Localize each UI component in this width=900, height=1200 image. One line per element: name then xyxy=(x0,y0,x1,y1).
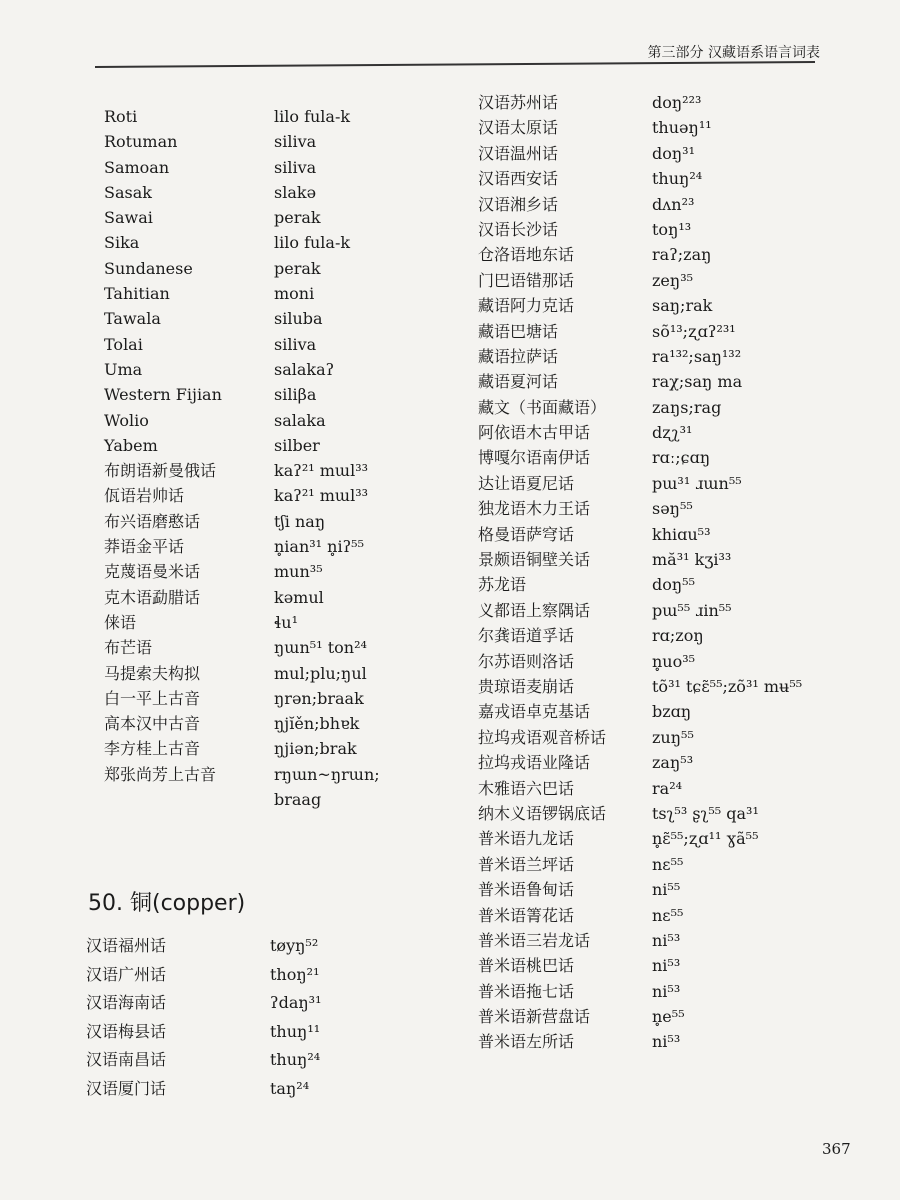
language-name: Sasak xyxy=(104,182,152,202)
language-name: 仓洛语地东话 xyxy=(478,245,575,265)
language-name: Sawai xyxy=(104,208,153,228)
language-name: Tawala xyxy=(104,309,161,329)
language-name: 汉语福州话 xyxy=(86,936,167,955)
word-form: salakaʔ xyxy=(274,359,335,379)
entry-row xyxy=(104,408,484,433)
language-name: 尔苏语则洛话 xyxy=(478,651,575,671)
entry-row xyxy=(104,559,484,584)
entry-row xyxy=(478,90,858,115)
entry-row xyxy=(478,801,858,826)
language-name: 佤语岩帅话 xyxy=(104,486,185,506)
language-name: 白一平上古音 xyxy=(104,688,201,708)
word-form: mă³¹ kʒi³³ xyxy=(652,550,732,570)
word-form: raχ;saŋ ma xyxy=(652,372,743,392)
language-name: 木雅语六巴话 xyxy=(478,778,575,798)
language-name: Sundanese xyxy=(104,258,193,278)
copper-word-column xyxy=(86,932,466,1103)
word-form: zaŋ⁵³ xyxy=(652,753,694,773)
entry-row xyxy=(104,180,484,205)
entry-row xyxy=(104,483,484,508)
word-form: thuŋ²⁴ xyxy=(652,169,703,189)
word-form: doŋ²²³ xyxy=(652,93,702,112)
entry-row xyxy=(104,458,484,483)
word-form: lilo fula-k xyxy=(274,107,351,126)
language-name: 藏语阿力克话 xyxy=(478,296,575,316)
language-name: 独龙语木力王话 xyxy=(478,499,591,519)
word-form: moni xyxy=(274,284,315,304)
language-name: 李方桂上古音 xyxy=(104,739,201,759)
language-name: 汉语厦门话 xyxy=(86,1078,167,1098)
word-form: tʃi naŋ xyxy=(274,511,326,531)
entry-row xyxy=(86,1075,466,1104)
word-form: zuŋ⁵⁵ xyxy=(652,727,694,747)
word-form: saŋ;rak xyxy=(652,296,713,316)
language-name: Roti xyxy=(104,107,138,126)
entry-row xyxy=(478,979,858,1004)
language-name: 纳木义语锣锅底话 xyxy=(478,803,607,823)
word-form: perak xyxy=(274,258,321,278)
entry-row xyxy=(104,762,484,787)
language-name: Tahitian xyxy=(104,284,170,304)
language-name: 苏龙语 xyxy=(478,575,527,595)
word-form: mul;plu;ŋul xyxy=(274,663,367,683)
entry-row xyxy=(104,534,484,559)
entry-row xyxy=(478,699,858,724)
language-name: 汉语广州话 xyxy=(86,964,167,984)
word-form: ŋjĭěn;bhɐk xyxy=(274,714,360,734)
language-name: 汉语湘乡话 xyxy=(478,194,559,214)
language-name: 普米语拖七话 xyxy=(478,981,575,1001)
word-form: taŋ²⁴ xyxy=(270,1078,310,1098)
entry-row xyxy=(478,293,858,318)
entry-row xyxy=(104,382,484,407)
language-name: 克木语勐腊话 xyxy=(104,587,201,607)
word-form: ɬu¹ xyxy=(274,612,298,632)
language-name: 藏语巴塘话 xyxy=(478,321,559,341)
entry-row xyxy=(86,989,466,1018)
language-name: 布芒语 xyxy=(104,638,153,658)
word-form: zeŋ³⁵ xyxy=(652,270,694,290)
language-name: 普米语左所话 xyxy=(478,1032,575,1052)
word-form: raʔ;zaŋ xyxy=(652,245,712,265)
entry-row xyxy=(478,141,858,166)
language-name: 布兴语磨憨话 xyxy=(104,511,201,531)
language-name: 普米语新营盘话 xyxy=(478,1007,591,1027)
entry-row xyxy=(478,877,858,902)
entry-row xyxy=(478,522,858,547)
word-form: ra²⁴ xyxy=(652,778,683,798)
entry-row xyxy=(104,610,484,635)
word-form: ŋjiən;brak xyxy=(274,739,357,759)
word-form: tøyŋ⁵² xyxy=(270,936,319,955)
left-word-column xyxy=(104,104,484,812)
section-heading: 50. 铜(copper) xyxy=(88,891,246,916)
word-form: doŋ⁵⁵ xyxy=(652,575,696,595)
entry-row xyxy=(478,344,858,369)
entry-row xyxy=(104,711,484,736)
word-form: siliva xyxy=(274,334,317,354)
entry-row xyxy=(478,852,858,877)
word-form: perak xyxy=(274,208,321,228)
language-name: 高本汉中古音 xyxy=(104,714,201,734)
word-form: ʔdaŋ³¹ xyxy=(270,993,322,1012)
entry-row xyxy=(478,776,858,801)
language-name: 格曼语萨穹话 xyxy=(478,524,575,544)
entry-row xyxy=(86,961,466,990)
entry-row xyxy=(478,598,858,623)
word-form: siliβa xyxy=(274,385,317,405)
entry-row xyxy=(478,750,858,775)
language-name: 汉语长沙话 xyxy=(478,219,559,239)
entry-row xyxy=(478,1004,858,1029)
language-name: 布朗语新曼俄话 xyxy=(104,461,217,481)
header-rule xyxy=(95,61,815,68)
word-form: rɑː;ɕɑŋ xyxy=(652,448,711,468)
language-name: 汉语苏州话 xyxy=(478,93,559,112)
entry-row xyxy=(104,787,484,812)
word-form: silber xyxy=(274,435,320,455)
entry-row xyxy=(104,155,484,180)
word-form: salaka xyxy=(274,410,326,430)
entry-row xyxy=(104,509,484,534)
word-form: tõ³¹ tɕɛ̃⁵⁵;zõ³¹ mʉ⁵⁵ xyxy=(652,676,803,696)
entry-row xyxy=(478,217,858,242)
language-name: 藏文（书面藏语） xyxy=(478,397,607,417)
word-form: tsʅ⁵³ ʂʅ⁵⁵ qa³¹ xyxy=(652,803,759,823)
entry-row xyxy=(104,256,484,281)
language-name: 俫语 xyxy=(104,612,137,632)
language-name: 拉坞戎语观音桥话 xyxy=(478,727,607,747)
entry-row xyxy=(104,281,484,306)
entry-row xyxy=(104,686,484,711)
entry-row xyxy=(478,903,858,928)
word-form: ŋrən;braak xyxy=(274,688,364,708)
entry-row xyxy=(104,129,484,154)
entry-row xyxy=(478,242,858,267)
entry-row xyxy=(104,661,484,686)
word-form: thuəŋ¹¹ xyxy=(652,118,712,138)
word-form: ni⁵³ xyxy=(652,981,681,1001)
entry-row xyxy=(104,306,484,331)
entry-row xyxy=(86,1046,466,1075)
entry-row xyxy=(104,104,484,129)
word-form: rŋɯn~ŋrɯn; xyxy=(274,764,380,784)
language-name: 景颇语铜壁关话 xyxy=(478,550,591,570)
language-name: Western Fijian xyxy=(104,385,222,405)
page-number: 367 xyxy=(822,1140,851,1158)
language-name: 贵琼语麦崩话 xyxy=(478,676,575,696)
word-form: ŋɯn⁵¹ ton²⁴ xyxy=(274,638,367,658)
entry-row xyxy=(478,496,858,521)
language-name: 普米语兰坪话 xyxy=(478,854,575,874)
language-name: Rotuman xyxy=(104,132,178,152)
word-form: zaŋs;rag xyxy=(652,397,722,417)
language-name: 尔龚语道孚话 xyxy=(478,626,575,646)
entry-row xyxy=(104,205,484,230)
entry-row xyxy=(86,932,466,961)
language-name: 普米语桃巴话 xyxy=(478,956,575,976)
language-name: 汉语海南话 xyxy=(86,993,167,1012)
language-name: 普米语鲁甸话 xyxy=(478,880,575,900)
language-name: 郑张尚芳上古音 xyxy=(104,764,217,784)
language-name: 达让语夏尼话 xyxy=(478,473,575,493)
language-name: Yabem xyxy=(104,435,158,455)
entry-row xyxy=(478,928,858,953)
entry-row xyxy=(104,585,484,610)
entry-row xyxy=(478,268,858,293)
word-form: khiɑu⁵³ xyxy=(652,524,711,544)
word-form: siliva xyxy=(274,157,317,177)
word-form: dʐʅ³¹ xyxy=(652,423,693,443)
entry-row xyxy=(478,953,858,978)
entry-row xyxy=(478,649,858,674)
language-name: 普米语箐花话 xyxy=(478,905,575,925)
language-name: 克蔑语曼米话 xyxy=(104,562,201,582)
entry-row xyxy=(478,369,858,394)
language-name: 门巴语错那话 xyxy=(478,270,575,290)
language-name: Sika xyxy=(104,233,140,253)
word-form: ni⁵³ xyxy=(652,1032,681,1052)
language-name: 阿依语木古甲话 xyxy=(478,423,591,443)
language-name: 汉语南昌话 xyxy=(86,1050,167,1069)
word-form: ni⁵³ xyxy=(652,930,681,950)
word-form: bzɑŋ xyxy=(652,702,692,722)
word-form: doŋ³¹ xyxy=(652,143,696,163)
word-form: thoŋ²¹ xyxy=(270,964,320,984)
language-name: 莽语金平话 xyxy=(104,537,185,557)
entry-row xyxy=(478,547,858,572)
language-name: 藏语拉萨话 xyxy=(478,346,559,366)
entry-row xyxy=(104,332,484,357)
language-name: 汉语梅县话 xyxy=(86,1021,167,1041)
word-form: thuŋ¹¹ xyxy=(270,1021,321,1041)
entry-row xyxy=(478,725,858,750)
word-form: dʌn²³ xyxy=(652,194,695,214)
word-form: lilo fula-k xyxy=(274,233,351,253)
word-form: thuŋ²⁴ xyxy=(270,1050,321,1069)
entry-row xyxy=(478,572,858,597)
entry-row xyxy=(478,192,858,217)
word-form: braag xyxy=(274,790,322,810)
entry-row xyxy=(478,115,858,140)
word-form: ni⁵³ xyxy=(652,956,681,976)
word-form: kaʔ²¹ mɯl³³ xyxy=(274,486,369,506)
entry-row xyxy=(478,826,858,851)
word-form: toŋ¹³ xyxy=(652,219,692,239)
entry-row xyxy=(104,433,484,458)
language-name: 嘉戎语卓克基话 xyxy=(478,702,591,722)
language-name: Wolio xyxy=(104,410,149,430)
word-form: ra¹³²;saŋ¹³² xyxy=(652,346,742,366)
language-name: 普米语三岩龙话 xyxy=(478,930,591,950)
word-form: ni⁵⁵ xyxy=(652,880,681,900)
language-name: Uma xyxy=(104,359,143,379)
entry-row xyxy=(104,736,484,761)
word-form: nɛ⁵⁵ xyxy=(652,905,684,925)
word-form: sõ¹³;ʐɑʔ²³¹ xyxy=(652,321,736,341)
word-form: n̥e⁵⁵ xyxy=(652,1007,685,1027)
word-form: pɯ⁵⁵ ɹin⁵⁵ xyxy=(652,600,732,620)
entry-row xyxy=(478,395,858,420)
word-form: rɑ;zoŋ xyxy=(652,626,704,646)
word-form: n̥uo³⁵ xyxy=(652,651,696,671)
word-form: kəmul xyxy=(274,587,324,607)
language-name: 藏语夏河话 xyxy=(478,372,559,392)
entry-row xyxy=(478,623,858,648)
language-name: Tolai xyxy=(104,334,143,354)
word-form: pɯ³¹ ɹɯn⁵⁵ xyxy=(652,473,742,493)
entry-row xyxy=(104,230,484,255)
entry-row xyxy=(478,420,858,445)
language-name: 马提索夫构拟 xyxy=(104,663,201,683)
language-name: 汉语西安话 xyxy=(478,169,559,189)
language-name: 义都语上察隅话 xyxy=(478,600,591,620)
entry-row xyxy=(478,1029,858,1054)
right-word-column xyxy=(478,90,858,1055)
word-form: nɛ⁵⁵ xyxy=(652,854,684,874)
language-name: 普米语九龙话 xyxy=(478,829,575,849)
entry-row xyxy=(478,319,858,344)
language-name: 拉坞戎语业隆话 xyxy=(478,753,591,773)
word-form: n̥ian³¹ n̥iʔ⁵⁵ xyxy=(274,537,365,557)
word-form: n̥ɛ̃⁵⁵;ʐɑ¹¹ ɣã⁵⁵ xyxy=(652,829,759,849)
entry-row xyxy=(104,357,484,382)
language-name: Samoan xyxy=(104,157,170,177)
entry-row xyxy=(478,471,858,496)
language-name: 汉语太原话 xyxy=(478,118,559,138)
entry-row xyxy=(478,445,858,470)
word-form: siluba xyxy=(274,309,323,329)
entry-row xyxy=(86,1018,466,1047)
word-form: səŋ⁵⁵ xyxy=(652,499,693,519)
entry-row xyxy=(478,166,858,191)
running-header: 第三部分 汉藏语系语言词表 xyxy=(647,45,820,61)
word-form: kaʔ²¹ mɯl³³ xyxy=(274,461,369,481)
word-form: mun³⁵ xyxy=(274,562,323,582)
language-name: 汉语温州话 xyxy=(478,143,559,163)
entry-row xyxy=(104,635,484,660)
word-form: siliva xyxy=(274,132,317,152)
language-name: 博嘎尔语南伊话 xyxy=(478,448,591,468)
entry-row xyxy=(478,674,858,699)
word-form: slakə xyxy=(274,182,317,202)
